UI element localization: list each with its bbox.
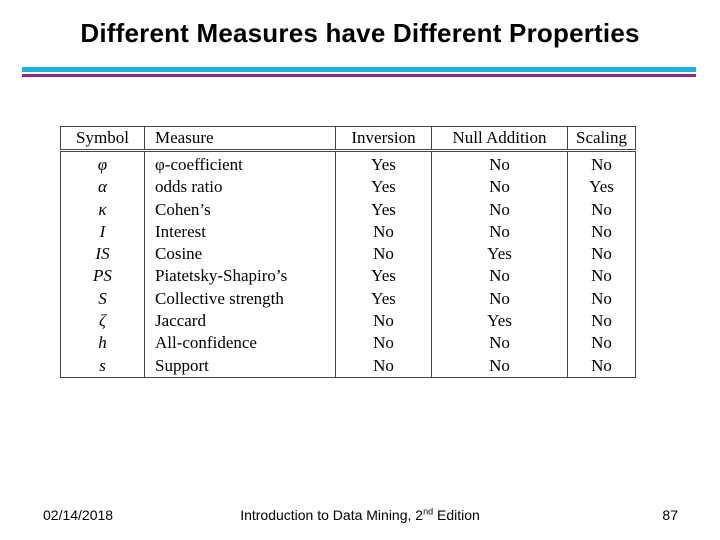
cell-scaling: No [568, 221, 636, 243]
header-symbol: Symbol [61, 127, 145, 151]
footer-date: 02/14/2018 [43, 507, 114, 523]
cell-symbol: s [61, 355, 145, 378]
cell-null-addition: No [432, 221, 568, 243]
cell-scaling: No [568, 355, 636, 378]
page-number: 87 [662, 507, 678, 523]
table-row [61, 176, 636, 198]
cell-null-addition: Yes [432, 310, 568, 332]
cell-symbol: h [61, 332, 145, 354]
cell-measure: Cohen’s [145, 199, 336, 221]
footer-title-main: Introduction to Data Mining, 2 [240, 507, 424, 523]
cell-measure: Piatetsky-Shapiro’s [145, 265, 336, 287]
header-scaling: Scaling [568, 127, 636, 151]
table-header-row [61, 127, 636, 151]
cell-scaling: No [568, 151, 636, 177]
header-null-addition: Null Addition [432, 127, 568, 151]
table-row [61, 288, 636, 310]
cell-measure: φ-coefficient [145, 151, 336, 177]
cell-measure: All-confidence [145, 332, 336, 354]
title-rule-cyan [22, 67, 696, 72]
table-row [61, 243, 636, 265]
cell-symbol: κ [61, 199, 145, 221]
table-row [61, 151, 636, 177]
properties-table-container [60, 126, 636, 378]
cell-scaling: No [568, 332, 636, 354]
header-measure: Measure [145, 127, 336, 151]
cell-symbol: IS [61, 243, 145, 265]
cell-inversion: Yes [336, 265, 432, 287]
cell-measure: Cosine [145, 243, 336, 265]
cell-null-addition: Yes [432, 243, 568, 265]
cell-symbol: α [61, 176, 145, 198]
table-row [61, 310, 636, 332]
cell-symbol: ζ [61, 310, 145, 332]
cell-symbol: S [61, 288, 145, 310]
cell-inversion: No [336, 310, 432, 332]
footer-title [0, 507, 720, 523]
header-inversion: Inversion [336, 127, 432, 151]
title-rule-purple [22, 74, 696, 77]
cell-null-addition: No [432, 199, 568, 221]
cell-scaling: No [568, 310, 636, 332]
cell-scaling: No [568, 199, 636, 221]
cell-symbol: φ [61, 151, 145, 177]
table-row [61, 199, 636, 221]
cell-inversion: No [336, 355, 432, 378]
cell-null-addition: No [432, 355, 568, 378]
table-row [61, 221, 636, 243]
cell-symbol: I [61, 221, 145, 243]
footer-title-sup: nd [423, 506, 434, 517]
cell-null-addition: No [432, 288, 568, 310]
properties-table [60, 126, 636, 378]
cell-scaling: No [568, 265, 636, 287]
cell-null-addition: No [432, 151, 568, 177]
cell-inversion: No [336, 332, 432, 354]
cell-measure: Interest [145, 221, 336, 243]
cell-inversion: Yes [336, 288, 432, 310]
footer-title-end: Edition [433, 507, 480, 523]
table-row [61, 265, 636, 287]
cell-measure: Jaccard [145, 310, 336, 332]
cell-symbol: PS [61, 265, 145, 287]
cell-inversion: Yes [336, 151, 432, 177]
cell-measure: Collective strength [145, 288, 336, 310]
cell-null-addition: No [432, 265, 568, 287]
cell-inversion: Yes [336, 176, 432, 198]
cell-null-addition: No [432, 176, 568, 198]
table-row [61, 332, 636, 354]
cell-scaling: No [568, 288, 636, 310]
table-row [61, 355, 636, 378]
cell-measure: odds ratio [145, 176, 336, 198]
slide-title: Different Measures have Different Properties [80, 18, 640, 48]
cell-inversion: Yes [336, 199, 432, 221]
cell-inversion: No [336, 221, 432, 243]
cell-measure: Support [145, 355, 336, 378]
cell-inversion: No [336, 243, 432, 265]
cell-null-addition: No [432, 332, 568, 354]
cell-scaling: Yes [568, 176, 636, 198]
cell-scaling: No [568, 243, 636, 265]
